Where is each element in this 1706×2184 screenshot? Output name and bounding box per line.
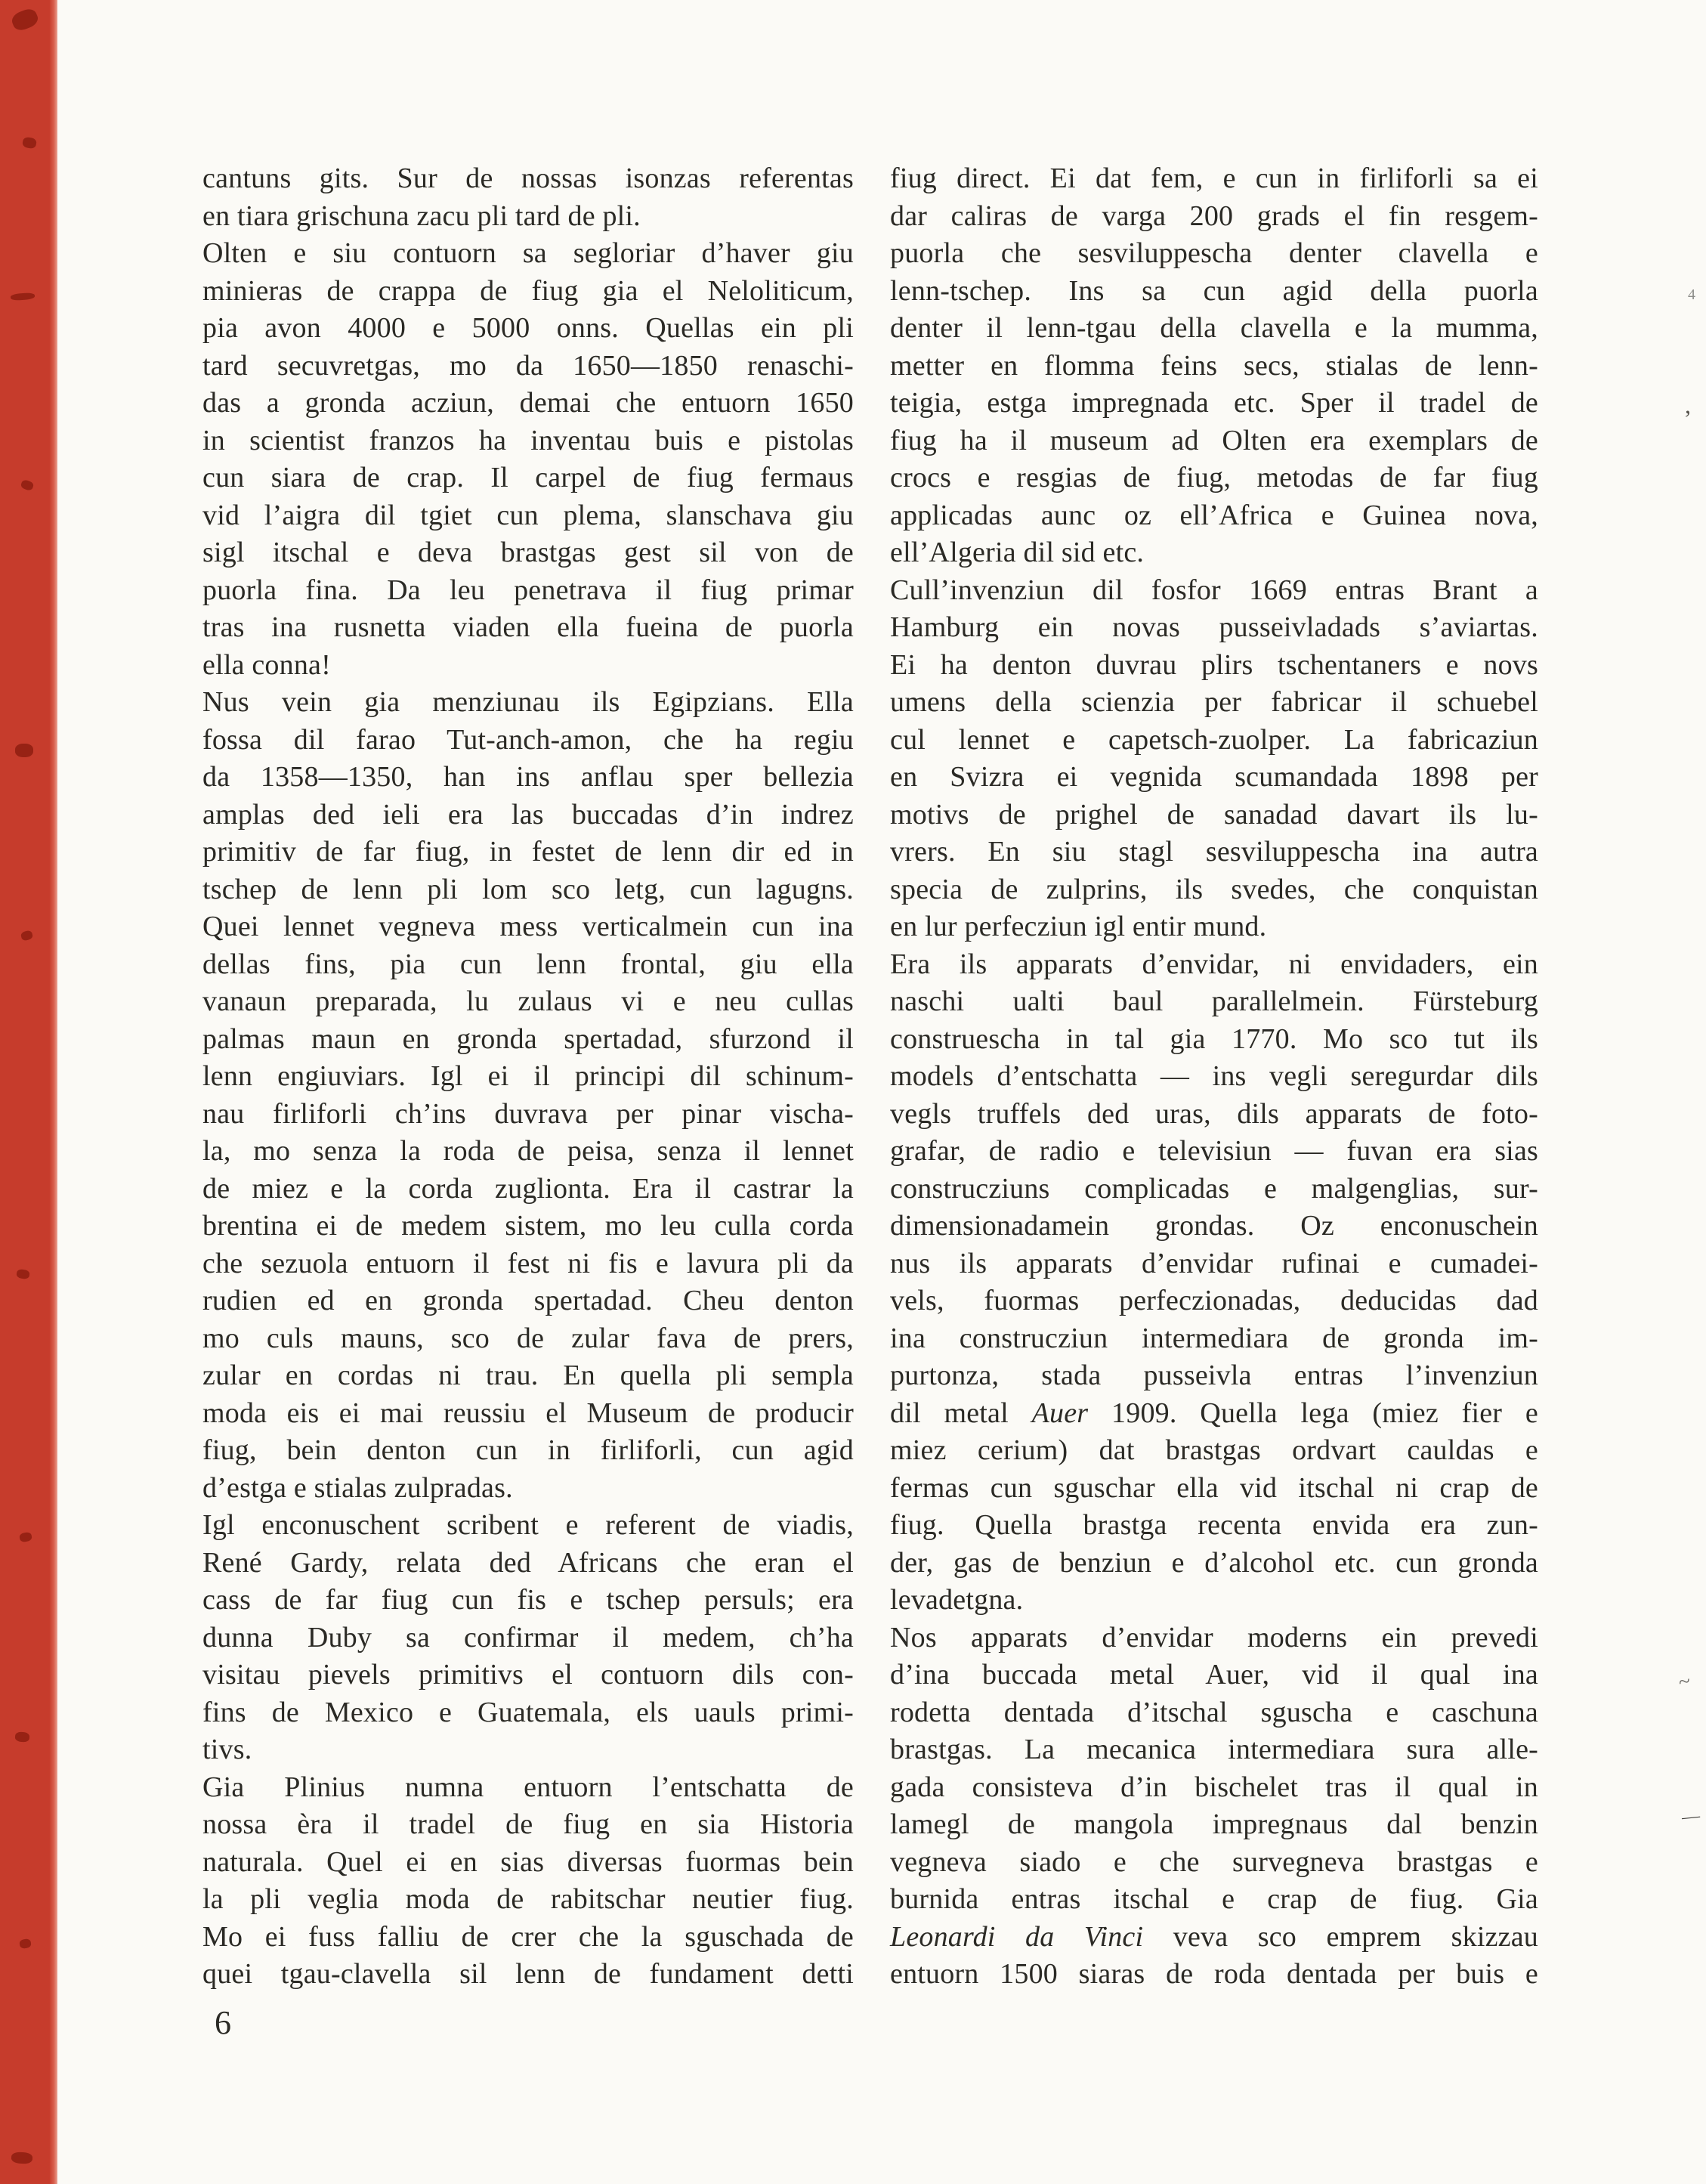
text-run: Cull’invenziun dil fosfor 1669 entras Brant a bbox=[890, 574, 1538, 606]
text-line bbox=[202, 1208, 854, 1245]
text-line bbox=[890, 1320, 1538, 1358]
text-run: da 1358—1350, han ins anflau sper bellezia bbox=[202, 761, 854, 793]
text-run: en tiara grischuna zacu pli tard de pli. bbox=[202, 200, 641, 232]
text-run: ella conna! bbox=[202, 648, 331, 681]
text-run: en lur perfecziun igl entir mund. bbox=[890, 911, 1267, 942]
text-run: vegls truffels ded uras, dils apparats de foto- bbox=[890, 1097, 1538, 1130]
text-run: dunna Duby sa confirmar il medem, ch’ha bbox=[202, 1621, 854, 1653]
text-run: d’ina buccada metal Auer, vid il qual ina bbox=[890, 1659, 1538, 1691]
italic-text-run: Leonardi da Vinci bbox=[890, 1920, 1144, 1953]
red-strip-mark bbox=[20, 930, 33, 941]
text-line bbox=[890, 1582, 1538, 1619]
text-run: veva sco emprem skizzau bbox=[1143, 1920, 1538, 1953]
text-line bbox=[890, 1208, 1538, 1245]
text-line bbox=[890, 1545, 1538, 1582]
text-line bbox=[890, 609, 1538, 647]
text-line bbox=[202, 684, 854, 722]
text-line bbox=[202, 1021, 854, 1059]
red-strip-mark bbox=[19, 1938, 32, 1949]
paragraph bbox=[890, 572, 1538, 946]
text-line bbox=[202, 534, 854, 572]
text-line bbox=[202, 348, 854, 385]
text-run: Gia Plinius numna entuorn l’entschatta de bbox=[202, 1771, 854, 1803]
paragraph bbox=[202, 160, 854, 235]
text-line bbox=[890, 983, 1538, 1021]
text-run: pia avon 4000 e 5000 onns. Quellas ein pli bbox=[202, 312, 854, 344]
text-run: lenn-tschep. Ins sa cun agid della puorla bbox=[890, 274, 1538, 307]
text-run: vels, fuormas perfeczionadas, deducidas dad bbox=[890, 1285, 1538, 1316]
text-run: Quei lennet vegneva mess verticalmein cun ina bbox=[202, 911, 854, 942]
text-run: specia de zulprins, ils svedes, che conquistan bbox=[890, 873, 1538, 905]
text-line bbox=[202, 609, 854, 647]
scan-speck: 4 bbox=[1688, 286, 1695, 303]
red-strip-mark bbox=[20, 479, 35, 491]
text-line bbox=[890, 1395, 1538, 1433]
text-run: gada consisteva d’in bischelet tras il qual in bbox=[890, 1771, 1538, 1803]
text-line bbox=[890, 160, 1538, 198]
text-line bbox=[890, 1470, 1538, 1508]
text-line bbox=[202, 797, 854, 834]
text-line bbox=[890, 797, 1538, 834]
text-run: cun siara de crap. Il carpel de fiug fermaus bbox=[202, 462, 854, 493]
text-line bbox=[202, 1731, 854, 1769]
text-line bbox=[890, 1282, 1538, 1320]
text-line bbox=[890, 1171, 1538, 1208]
text-line bbox=[890, 534, 1538, 572]
paragraph bbox=[890, 160, 1538, 572]
text-line bbox=[890, 1058, 1538, 1096]
text-line bbox=[202, 1545, 854, 1582]
text-line bbox=[890, 348, 1538, 385]
text-line bbox=[202, 1844, 854, 1882]
text-run: miez cerium) dat brastgas ordvart cauldas e bbox=[890, 1434, 1538, 1466]
paragraph bbox=[890, 946, 1538, 1619]
text-line bbox=[890, 722, 1538, 759]
text-line bbox=[202, 983, 854, 1021]
scan-speck: — bbox=[1680, 1805, 1701, 1828]
paragraph bbox=[202, 235, 854, 684]
text-run: nus ils apparats d’envidar rufinai e cumadei- bbox=[890, 1247, 1538, 1279]
text-line bbox=[202, 572, 854, 610]
text-line bbox=[202, 1694, 854, 1732]
text-run: in scientist franzos ha inventau buis e pistolas bbox=[202, 424, 854, 456]
text-line bbox=[890, 310, 1538, 348]
paragraph bbox=[202, 1769, 854, 1994]
text-run: d’estga e stialas zulpradas. bbox=[202, 1471, 513, 1504]
text-run: Nus vein gia menziunau ils Egipzians. Ella bbox=[202, 686, 854, 718]
text-line bbox=[202, 1320, 854, 1358]
text-run: puorla che sesviluppescha denter clavella e bbox=[890, 237, 1538, 269]
text-run: dil metal bbox=[890, 1397, 1032, 1429]
text-run: teigia, estga impregnada etc. Sper il tradel de bbox=[890, 387, 1538, 419]
text-line bbox=[890, 459, 1538, 497]
italic-text-run: Auer bbox=[1031, 1397, 1089, 1429]
text-line bbox=[202, 160, 854, 198]
text-line bbox=[890, 908, 1538, 946]
text-line bbox=[202, 235, 854, 273]
text-line bbox=[202, 908, 854, 946]
text-run: minieras de crappa de fiug gia el Neloliticum, bbox=[202, 274, 854, 307]
text-line bbox=[202, 871, 854, 909]
red-strip-mark bbox=[22, 137, 37, 150]
text-run: puorla fina. Da leu penetrava il fiug primar bbox=[202, 574, 854, 606]
scan-speck: ~ bbox=[1677, 1669, 1692, 1695]
text-line bbox=[202, 497, 854, 535]
paragraph bbox=[202, 684, 854, 1507]
text-run: fins de Mexico e Guatemala, els uauls primi- bbox=[202, 1696, 854, 1728]
text-line bbox=[202, 1919, 854, 1957]
text-line bbox=[890, 871, 1538, 909]
text-line bbox=[890, 1507, 1538, 1545]
text-line bbox=[202, 310, 854, 348]
text-line bbox=[202, 1357, 854, 1395]
text-line bbox=[202, 198, 854, 236]
text-run: tschep de lenn pli lom sco letg, cun lagugns. bbox=[202, 873, 854, 905]
text-run: models d’entschatta — ins vegli seregurdar dils bbox=[890, 1060, 1538, 1092]
text-line bbox=[202, 1806, 854, 1844]
text-run: fossa dil farao Tut-anch-amon, che ha regiu bbox=[202, 723, 854, 756]
text-run: dimensionadamein grondas. Oz enconuschein bbox=[890, 1210, 1538, 1242]
text-run: umens della scienzia per fabricar il schuebel bbox=[890, 686, 1538, 718]
text-run: 1909. Quella lega (miez fier e bbox=[1088, 1397, 1538, 1429]
text-run: fermas cun sguschar ella vid itschal ni crap de bbox=[890, 1471, 1538, 1504]
text-line bbox=[890, 1357, 1538, 1395]
text-run: cass de far fiug cun fis e tschep persuls; era bbox=[202, 1584, 854, 1616]
text-run: metter en flomma feins secs, stialas de lenn- bbox=[890, 349, 1538, 382]
text-line bbox=[890, 1245, 1538, 1283]
text-line bbox=[890, 1133, 1538, 1171]
text-line bbox=[202, 385, 854, 422]
text-run: cul lennet e capetsch-zuolper. La fabricaziun bbox=[890, 723, 1538, 756]
text-line bbox=[890, 1432, 1538, 1470]
text-run: naschi ualti baul parallelmein. Fürsteburg bbox=[890, 985, 1538, 1017]
text-run: che sezuola entuorn il fest ni fis e lavura pli da bbox=[202, 1247, 854, 1279]
text-run: lenn engiuviars. Igl ei il principi dil schinum- bbox=[202, 1060, 854, 1092]
text-line bbox=[202, 1507, 854, 1545]
text-run: crocs e resgias de fiug, metodas de far fiug bbox=[890, 462, 1538, 493]
text-run: la, mo senza la roda de peisa, senza il lennet bbox=[202, 1135, 854, 1167]
text-line bbox=[202, 1395, 854, 1433]
text-run: der, gas de benziun e d’alcohol etc. cun gronda bbox=[890, 1546, 1538, 1579]
text-run: fiug. Quella brastga recenta envida era zun- bbox=[890, 1509, 1538, 1541]
text-run: dellas fins, pia cun lenn frontal, giu ella bbox=[202, 948, 854, 980]
red-strip-mark bbox=[11, 292, 36, 301]
text-line bbox=[890, 647, 1538, 685]
text-run: ell’Algeria dil sid etc. bbox=[890, 537, 1145, 568]
paragraph bbox=[890, 1619, 1538, 1994]
text-line bbox=[202, 459, 854, 497]
text-run: tras ina rusnetta viaden ella fueina de puorla bbox=[202, 611, 854, 643]
text-run: Mo ei fuss falliu de crer che la sguschada de bbox=[202, 1920, 854, 1953]
text-line bbox=[890, 1806, 1538, 1844]
red-strip-mark bbox=[15, 744, 33, 757]
text-run: tard secuvretgas, mo da 1650—1850 renaschi- bbox=[202, 349, 854, 382]
paragraph bbox=[202, 1507, 854, 1769]
text-run: burnida entras itschal e crap de fiug. Gia bbox=[890, 1883, 1538, 1915]
text-run: naturala. Quel ei en sias diversas fuormas bein bbox=[202, 1845, 854, 1878]
text-line bbox=[202, 834, 854, 871]
text-line bbox=[890, 572, 1538, 610]
text-line bbox=[890, 834, 1538, 871]
text-line bbox=[890, 497, 1538, 535]
text-line bbox=[202, 1470, 854, 1508]
text-line bbox=[890, 1956, 1538, 1994]
text-run: mo culs mauns, sco de zular fava de prers, bbox=[202, 1322, 854, 1354]
text-line bbox=[202, 1432, 854, 1470]
text-line bbox=[202, 759, 854, 797]
text-run: fiug ha il museum ad Olten era exemplars de bbox=[890, 424, 1538, 456]
text-run: rodetta dentada d’itschal sguscha e caschuna bbox=[890, 1696, 1538, 1728]
text-line bbox=[890, 1096, 1538, 1134]
text-line bbox=[890, 1619, 1538, 1657]
text-line bbox=[890, 1881, 1538, 1919]
page-edge-red-strip bbox=[0, 0, 57, 2184]
text-line bbox=[202, 1171, 854, 1208]
text-line bbox=[890, 1844, 1538, 1882]
text-run: ina construcziun intermediara de gronda im- bbox=[890, 1322, 1538, 1354]
text-line bbox=[890, 235, 1538, 273]
text-run: nossa èra il tradel de fiug en sia Historia bbox=[202, 1808, 854, 1840]
text-run: Hamburg ein novas pusseivladads s’aviartas. bbox=[890, 611, 1538, 643]
text-run: das a gronda acziun, demai che entuorn 1650 bbox=[202, 387, 854, 419]
text-run: cantuns gits. Sur de nossas isonzas referentas bbox=[202, 162, 854, 194]
text-line bbox=[202, 1769, 854, 1807]
text-run: dar caliras de varga 200 grads el fin resgem- bbox=[890, 200, 1538, 232]
text-run: primitiv de far fiug, in festet de lenn dir ed in bbox=[202, 836, 854, 868]
text-run: construescha in tal gia 1770. Mo sco tut ils bbox=[890, 1022, 1538, 1055]
text-run: tivs. bbox=[202, 1734, 252, 1765]
text-line bbox=[202, 722, 854, 759]
text-run: brastgas. La mecanica intermediara sura alle- bbox=[890, 1734, 1538, 1765]
text-run: construcziuns complicadas e malgenglias, sur- bbox=[890, 1172, 1538, 1205]
text-line bbox=[202, 1245, 854, 1283]
page-number: 6 bbox=[215, 2004, 231, 2041]
text-run: amplas ded ieli era las buccadas d’in indrez bbox=[202, 798, 854, 831]
text-run: vid l’aigra dil tgiet cun plema, slanschava giu bbox=[202, 499, 854, 531]
text-line bbox=[202, 273, 854, 311]
text-line bbox=[202, 422, 854, 460]
text-line bbox=[202, 1096, 854, 1134]
text-run: René Gardy, relata ded Africans che eran el bbox=[202, 1546, 854, 1579]
text-run: visitau pievels primitivs el contuorn dils con- bbox=[202, 1659, 854, 1691]
text-run: brentina ei de medem sistem, mo leu culla corda bbox=[202, 1210, 854, 1242]
text-run: de miez e la corda zuglionta. Era il castrar la bbox=[202, 1172, 854, 1205]
text-run: applicadas aunc oz ell’Africa e Guinea nova, bbox=[890, 499, 1538, 531]
text-line bbox=[202, 946, 854, 984]
red-strip-mark bbox=[16, 1269, 30, 1279]
text-column-right bbox=[890, 160, 1538, 1994]
red-strip-mark bbox=[19, 1532, 32, 1543]
text-run: quei tgau-clavella sil lenn de fundament detti bbox=[202, 1958, 854, 1990]
text-run: entuorn 1500 siaras de roda dentada per buis e bbox=[890, 1958, 1538, 1990]
text-line bbox=[202, 1282, 854, 1320]
text-line bbox=[890, 1694, 1538, 1732]
text-line bbox=[202, 1582, 854, 1619]
text-run: Nos apparats d’envidar moderns ein prevedi bbox=[890, 1621, 1538, 1653]
text-line bbox=[202, 1133, 854, 1171]
text-line bbox=[890, 385, 1538, 422]
text-run: en Svizra ei vegnida scumandada 1898 per bbox=[890, 761, 1538, 793]
text-run: fiug, bein denton cun in firliforli, cun agid bbox=[202, 1434, 854, 1466]
text-run: motivs de prighel de sanadad davart ils lu- bbox=[890, 798, 1538, 831]
text-line bbox=[890, 273, 1538, 311]
text-run: Ei ha denton duvrau plirs tschentaners e novs bbox=[890, 648, 1538, 681]
text-line bbox=[890, 1919, 1538, 1957]
text-run: palmas maun en gronda spertadad, sfurzond il bbox=[202, 1022, 854, 1055]
text-run: moda eis ei mai reussiu el Museum de producir bbox=[202, 1397, 854, 1429]
text-run: lamegl de mangola impregnaus dal benzin bbox=[890, 1808, 1538, 1840]
text-line bbox=[202, 1657, 854, 1694]
text-line bbox=[890, 422, 1538, 460]
text-run: sigl itschal e deva brastgas gest sil von de bbox=[202, 537, 854, 568]
text-run: Igl enconuschent scribent e referent de viadis, bbox=[202, 1509, 854, 1541]
text-run: grafar, de radio e televisiun — fuvan era sias bbox=[890, 1135, 1538, 1167]
text-run: Olten e siu contuorn sa segloriar d’haver giu bbox=[202, 237, 854, 269]
text-line bbox=[202, 1058, 854, 1096]
text-run: rudien ed en gronda spertadad. Cheu denton bbox=[202, 1285, 854, 1316]
text-line bbox=[890, 946, 1538, 984]
scan-speck: , bbox=[1685, 391, 1691, 419]
text-line bbox=[890, 759, 1538, 797]
text-line bbox=[890, 1769, 1538, 1807]
text-line bbox=[890, 1731, 1538, 1769]
text-run: denter il lenn-tgau della clavella e la mumma, bbox=[890, 312, 1538, 344]
red-strip-mark bbox=[10, 7, 41, 33]
text-run: levadetgna. bbox=[890, 1584, 1024, 1616]
text-run: purtonza, stada pusseivla entras l’invenziun bbox=[890, 1360, 1538, 1391]
text-line bbox=[890, 198, 1538, 236]
red-strip-mark bbox=[11, 2152, 33, 2164]
text-line bbox=[890, 1657, 1538, 1694]
text-run: Era ils apparats d’envidar, ni envidaders, ein bbox=[890, 948, 1538, 980]
text-line bbox=[202, 1619, 854, 1657]
text-column-left bbox=[202, 160, 854, 1994]
text-line bbox=[890, 684, 1538, 722]
text-run: fiug direct. Ei dat fem, e cun in firliforli sa ei bbox=[890, 162, 1538, 194]
text-run: la pli veglia moda de rabitschar neutier fiug. bbox=[202, 1883, 854, 1915]
text-line bbox=[202, 1956, 854, 1994]
text-run: nau firliforli ch’ins duvrava per pinar vischa- bbox=[202, 1097, 854, 1130]
text-run: vanaun preparada, lu zulaus vi e neu cullas bbox=[202, 985, 854, 1017]
text-run: zular en cordas ni trau. En quella pli sempla bbox=[202, 1360, 854, 1391]
red-strip-mark bbox=[14, 1731, 29, 1743]
text-run: vegneva siado e che survegneva brastgas e bbox=[890, 1845, 1538, 1878]
text-line bbox=[202, 647, 854, 685]
text-line bbox=[202, 1881, 854, 1919]
text-run: vrers. En siu stagl sesviluppescha ina autra bbox=[890, 836, 1538, 868]
text-line bbox=[890, 1021, 1538, 1059]
